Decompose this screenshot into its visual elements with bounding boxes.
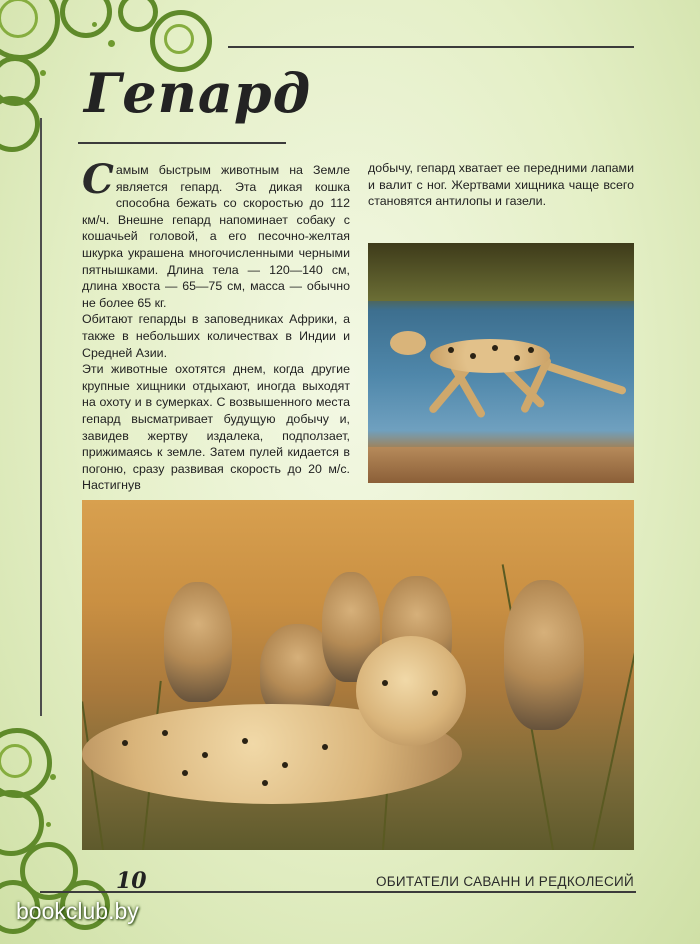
page-title: Гепард	[84, 61, 312, 125]
photo-cheetah-family	[82, 500, 634, 850]
section-name: ОБИТАТЕЛИ САВАНН И РЕДКОЛЕСИЙ	[375, 874, 634, 889]
drop-cap: С	[82, 156, 114, 203]
title-rule	[78, 142, 286, 144]
paragraph-prey: добычу, гепард хватает ее передними лапами и валит с ног. Жертвами хищника чаще всего становятся антилопы и газели.	[368, 161, 634, 209]
text-column-left	[82, 156, 350, 494]
paragraph-intro	[82, 156, 350, 311]
text-column-right	[368, 160, 634, 210]
photo-running-cheetah	[368, 243, 634, 483]
left-rule	[40, 118, 42, 716]
page-number: 10	[116, 868, 147, 894]
paragraph-habitat: Обитают гепарды в заповедниках Африки, а также в небольших количествах в Индии и Средней Азии.	[82, 312, 350, 360]
paragraph-intro-text: амым быстрым животным на Земле является гепард. Эта дикая кошка способна бежать со скоростью до 112 км/ч. Внешне гепард напоминает собаку с кошачьей головой, а его песочно-желтая шкурка украшена многочисленными черными пятнышками. Длина тела — 120—140 см, длина хвоста — 65—75 см, масса — обычно не более 65 кг.	[82, 163, 350, 310]
top-rule	[228, 46, 634, 48]
watermark: bookclub.by	[16, 898, 139, 924]
paragraph-hunting: Эти животные охотятся днем, когда другие крупные хищники отдыхают, иногда выходят на охоту и в сумерках. С возвышенного места гепард высматривает будущую добычу и, завидев жертву издалека, подползает, прижимаясь к земле. Затем пулей кидается в погоню, сразу развивая скорость до 20 м/с. Настигнув	[82, 362, 350, 493]
